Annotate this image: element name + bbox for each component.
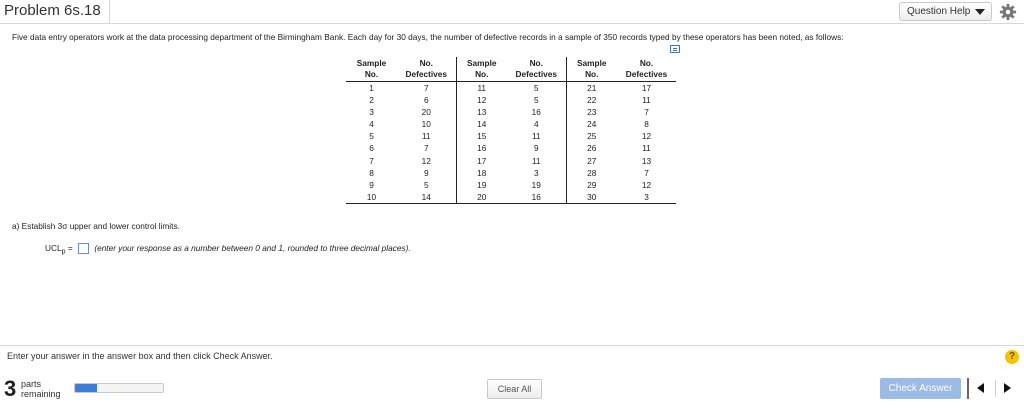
question-help-label: Question Help [907, 6, 971, 17]
table-header-row: Sample No. No. Defectives Sample No. No. Defectives Sample No. No. Defectives [346, 57, 676, 82]
title-bar [0, 0, 1024, 24]
instruction-text: Enter your answer in the answer box and then click Check Answer. [7, 351, 273, 361]
table-row: 9 5 19 19 29 12 [369, 179, 652, 190]
next-arrow-icon[interactable] [1004, 383, 1011, 393]
gear-icon[interactable] [999, 3, 1017, 21]
parts-remaining-count: 3 [4, 376, 17, 401]
question-help-button[interactable] [899, 2, 992, 21]
table-row: 10 14 20 16 30 3 [346, 191, 676, 204]
part-a-prompt: a) Establish 3σ upper and lower control limits. [12, 221, 180, 231]
bottom-bar [0, 345, 1024, 410]
check-answer-button[interactable]: Check Answer [880, 378, 961, 399]
ucl-answer-input[interactable] [78, 243, 89, 254]
table-row: 1 7 11 5 21 17 [369, 83, 652, 93]
table-row: 8 9 18 3 28 7 [369, 167, 649, 178]
title-divider [109, 0, 110, 24]
defects-table [346, 57, 676, 204]
help-icon[interactable]: ? [1005, 350, 1019, 364]
table-row: 6 7 16 9 26 11 [369, 143, 651, 154]
ucl-equals: = [67, 243, 73, 253]
copy-data-icon[interactable] [670, 45, 680, 53]
progress-fill [75, 384, 97, 392]
table-row: 2 6 12 5 22 11 [369, 95, 651, 106]
clear-all-button[interactable]: Clear All [487, 379, 542, 399]
table-row: 3 20 13 16 23 7 [369, 107, 649, 118]
previous-arrow-icon[interactable] [977, 383, 984, 393]
caret-down-icon [975, 9, 985, 15]
table-row: 4 10 14 4 24 8 [369, 119, 649, 130]
ucl-subscript: p [61, 248, 66, 256]
nav-divider [995, 380, 996, 397]
parts-remaining-label: parts remaining [21, 379, 61, 399]
ucl-hint: (enter your response as a number between 0 and 1, rounded to three decimal places). [94, 243, 411, 253]
progress-bar [74, 383, 164, 393]
problem-title: Problem 6s.18 [4, 2, 101, 19]
table-row: 5 11 15 11 25 12 [369, 131, 652, 142]
ucl-label: UCL [45, 243, 62, 253]
question-intro: Five data entry operators work at the data processing department of the Birmingham Bank. Each day for 30 days, the number of defective records in a sample of 350 records typed by these operators has been noted, as follows: [12, 32, 844, 42]
nav-separator [967, 378, 969, 399]
table-row: 7 12 17 11 27 13 [369, 155, 652, 166]
ucl-answer-row [45, 243, 411, 256]
